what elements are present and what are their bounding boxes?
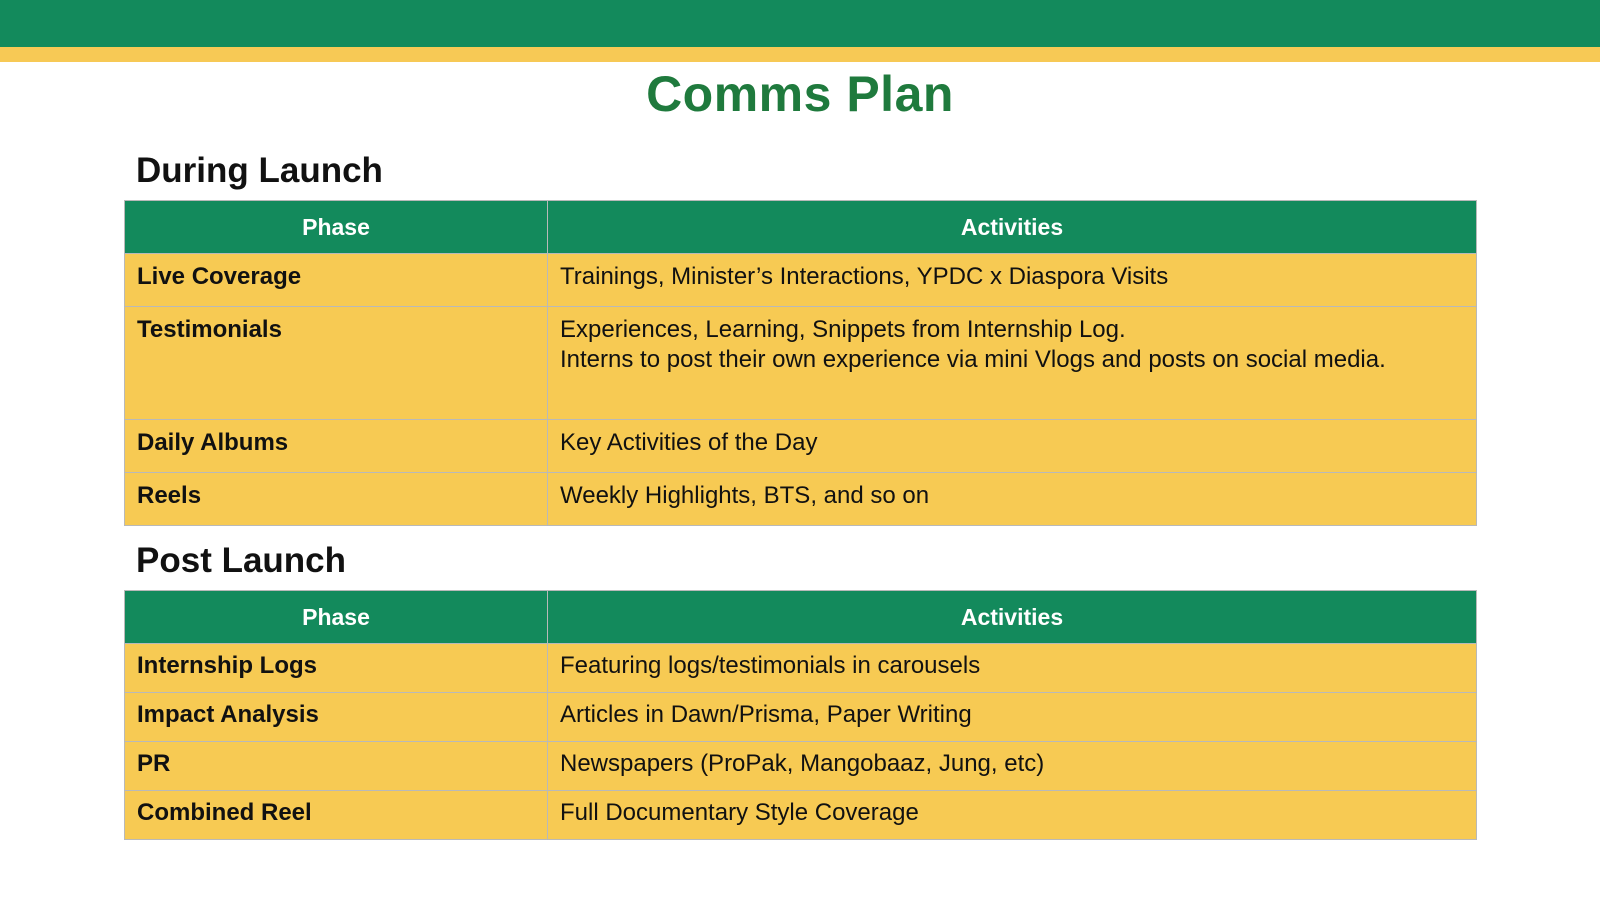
phase-cell: Combined Reel [125,791,548,840]
page-title: Comms Plan [646,66,954,122]
activities-cell [548,473,1477,526]
activities-line: Weekly Highlights, BTS, and so on [560,482,930,509]
activities-cell: Articles in Dawn/Prisma, Paper Writing [548,693,1477,742]
activities-cell: Featuring logs/testimonials in carousels [548,644,1477,693]
phase-cell: Testimonials [125,307,548,420]
top-stripe [0,47,1600,62]
post-launch-table [124,590,1477,840]
phase-cell: Live Coverage [125,254,548,307]
phase-column-header: Phase [125,591,548,644]
activities-line: Trainings, Minister’s Interactions, YPDC x Diaspora Visits [560,263,1169,290]
table-header-row [125,591,1477,644]
activities-column-header: Activities [548,591,1477,644]
table-row [125,644,1477,693]
table-row [125,742,1477,791]
phase-cell: Internship Logs [125,644,548,693]
activities-cell [548,420,1477,473]
table-row [125,473,1477,526]
activities-line: Experiences, Learning, Snippets from Internship Log. [560,316,1126,343]
activities-cell: Newspapers (ProPak, Mangobaaz, Jung, etc) [548,742,1477,791]
during-launch-table [124,200,1477,526]
table-row [125,254,1477,307]
activities-cell: Full Documentary Style Coverage [548,791,1477,840]
phase-cell: Impact Analysis [125,693,548,742]
phase-cell: Reels [125,473,548,526]
table-row [125,420,1477,473]
activities-column-header: Activities [548,201,1477,254]
table-row [125,307,1477,420]
during-launch-heading: During Launch [136,151,383,190]
table-row [125,693,1477,742]
post-launch-heading: Post Launch [136,541,347,580]
phase-cell: PR [125,742,548,791]
activities-line: Key Activities of the Day [560,429,818,456]
table-row [125,791,1477,840]
activities-cell [548,254,1477,307]
top-band [0,0,1600,47]
phase-cell: Daily Albums [125,420,548,473]
activities-line: Interns to post their own experience via mini Vlogs and posts on social media. [560,346,1386,373]
table-header-row [125,201,1477,254]
activities-cell [548,307,1477,420]
phase-column-header: Phase [125,201,548,254]
